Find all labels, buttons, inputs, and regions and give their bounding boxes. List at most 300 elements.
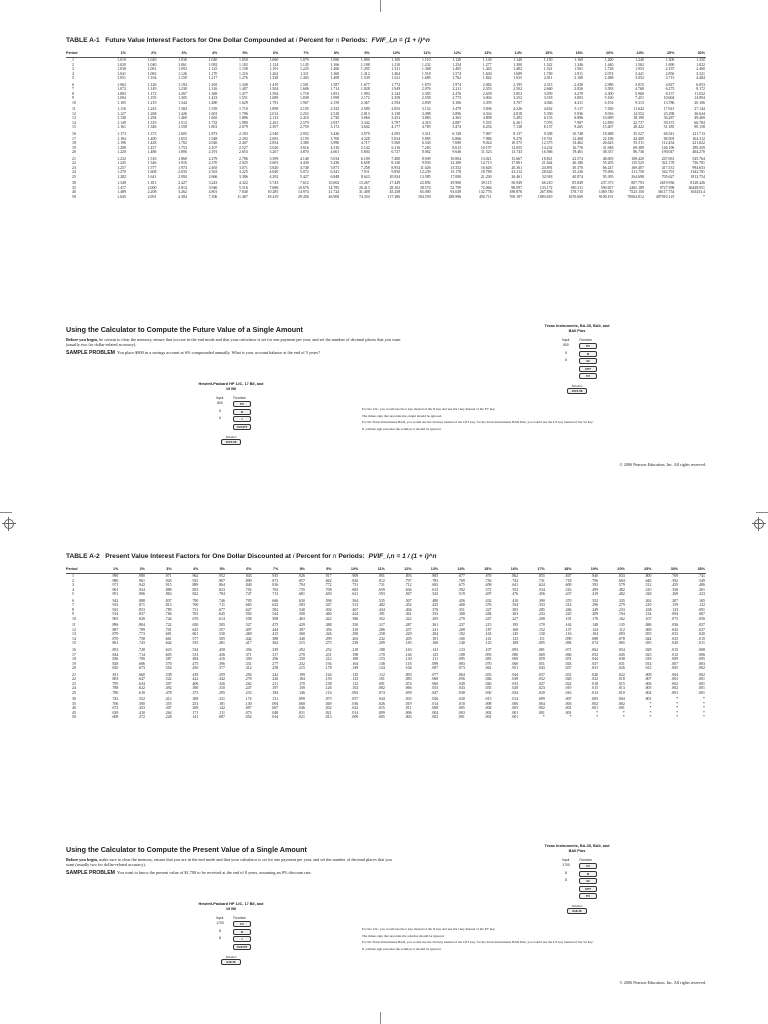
- factor-cell: *: [703, 715, 705, 720]
- pv-footnotes: For the 12C, you would use the n key instead of the N key and use the i key instead of the PV key. The minus sign that precedes the solution should be ignored. For the Texas Instruments BAII, you would use the 2nd key instead of the CPT key; for the Texas Instruments BAII Plus, you would use the I/Y key instead of the %i key. If a minus sign precedes the solution, it should be ignored.: [362, 927, 594, 951]
- factor-cell: 35.527: [633, 132, 644, 137]
- factor-cell: .051: [564, 657, 572, 662]
- factor-cell: .002: [591, 701, 599, 706]
- factor-cell: 1.100: [391, 58, 401, 62]
- factor-cell: 21.724: [328, 190, 340, 195]
- factor-cell: .567: [404, 592, 412, 596]
- factor-cell: 12.839: [602, 120, 614, 125]
- factor-cell: 8.172: [696, 87, 705, 92]
- factor-cell: .784: [218, 592, 225, 596]
- factor-cell: .640: [644, 578, 652, 583]
- period-cell: 20: [72, 666, 76, 671]
- factor-cell: .315: [298, 641, 305, 646]
- factor-cell: 1.772: [391, 82, 401, 87]
- table-row: [66, 105, 706, 112]
- solution-display: 918.46: [567, 908, 587, 914]
- factor-cell: .317: [271, 652, 279, 657]
- keystroke-input: [211, 424, 229, 429]
- factor-cell: .125: [431, 652, 439, 657]
- factor-cell: .388: [324, 623, 332, 628]
- factor-cell: .564: [351, 598, 359, 603]
- factor-cell: 21.644: [541, 161, 553, 166]
- factor-cell: .178: [538, 623, 545, 628]
- factor-cell: .614: [218, 616, 225, 621]
- factor-cell: 132.776: [478, 190, 492, 195]
- pv-calculator-section: [66, 846, 706, 976]
- period-cell: 12: [72, 627, 76, 632]
- factor-cell: .093: [484, 652, 492, 657]
- factor-cell: .861: [111, 641, 119, 646]
- period-cell: 40: [72, 706, 76, 711]
- factor-cell: .540: [298, 607, 305, 612]
- factor-cell: .061: [484, 666, 492, 671]
- factor-cell: .232: [298, 661, 305, 666]
- factor-cell: .014: [351, 710, 359, 715]
- factor-cell: .857: [298, 578, 305, 583]
- factor-cell: 2619.936: [659, 181, 675, 186]
- factor-cell: 9.265: [574, 125, 583, 130]
- factor-cell: .270: [458, 616, 465, 621]
- factor-cell: 1.195: [147, 96, 157, 101]
- factor-cell: .211: [271, 681, 279, 686]
- factor-cell: 2.839: [421, 100, 431, 105]
- factor-cell: .587: [164, 657, 172, 662]
- factor-cell: 3.399: [269, 156, 279, 161]
- factor-cell: 1.561: [574, 67, 583, 71]
- factor-cell: .751: [351, 583, 359, 587]
- factor-cell: .164: [324, 672, 332, 677]
- factor-cell: *: [649, 715, 652, 720]
- factor-cell: .840: [591, 574, 599, 578]
- factor-cell: .005: [644, 686, 652, 691]
- factor-cell: .008: [484, 701, 492, 706]
- factor-cell: 1.967: [299, 100, 309, 105]
- factor-cell: 3.883: [421, 116, 431, 121]
- factor-cell: .002: [671, 681, 679, 686]
- factor-cell: 1.170: [208, 71, 218, 76]
- factor-cell: 1.368: [421, 67, 431, 71]
- factor-cell: .006: [404, 710, 412, 715]
- factor-cell: .225: [564, 612, 572, 617]
- factor-cell: .390: [538, 598, 545, 603]
- factor-cell: .290: [351, 632, 359, 637]
- factor-cell: .747: [244, 592, 252, 596]
- factor-cell: 1.346: [147, 125, 157, 130]
- factor-cell: .098: [431, 661, 439, 666]
- factor-cell: 1.608: [147, 170, 157, 175]
- factor-cell: 16.366: [541, 150, 553, 155]
- factor-cell: 5.516: [239, 185, 248, 190]
- factor-cell: 2.353: [482, 87, 492, 92]
- fv-ti-calculator-keys: Texas Instruments, BA-35, BAII, and BAII Plus Input Function 800 PV 5 N 6 %i CPT FV Solution 1070.58: [544, 324, 610, 393]
- factor-cell: .182: [458, 632, 465, 637]
- table-row: [66, 671, 706, 678]
- factor-cell: 6.866: [452, 136, 462, 141]
- factor-cell: .022: [564, 681, 572, 686]
- keystroke-input: 1700: [562, 863, 570, 867]
- factor-cell: 5.492: [513, 116, 523, 121]
- factor-cell: 1.030: [178, 58, 187, 62]
- factor-cell: .432: [484, 598, 492, 603]
- factor-cell: .003: [698, 661, 705, 666]
- factor-cell: 3.380: [299, 141, 309, 146]
- solution-display: 1070.58: [221, 439, 241, 445]
- period-cell: 9: [72, 96, 74, 101]
- factor-cell: .093: [511, 648, 519, 653]
- factor-cell: .694: [617, 578, 625, 583]
- factor-cell: .148: [591, 623, 599, 628]
- factor-cell: 1.645: [117, 194, 126, 199]
- factor-cell: 17.000: [450, 174, 462, 179]
- period-cell: 22: [72, 677, 76, 682]
- factor-cell: 7.263: [421, 145, 431, 150]
- factor-cell: 264.698: [631, 174, 644, 179]
- factor-cell: .053: [484, 672, 492, 677]
- factor-cell: .741: [698, 574, 705, 578]
- factor-cell: .769: [671, 574, 679, 578]
- keystroke-input: 6: [219, 416, 221, 420]
- factor-cell: 8.916: [604, 111, 614, 116]
- factor-cell: 4.316: [330, 145, 340, 150]
- factor-cell: 7.138: [513, 125, 523, 130]
- factor-cell: .025: [671, 636, 679, 641]
- factor-cell: 9.313: [635, 100, 644, 105]
- factor-cell: 1.653: [178, 136, 187, 141]
- factor-cell: 13.552: [450, 165, 462, 170]
- factor-cell: 24.891: [541, 165, 553, 170]
- factor-cell: .522: [164, 677, 172, 682]
- factor-cell: .208: [458, 627, 465, 632]
- future-value-table: [66, 50, 706, 199]
- factor-cell: *: [703, 194, 705, 199]
- factor-cell: .592: [244, 612, 252, 617]
- factor-cell: .187: [484, 627, 492, 632]
- factor-cell: 15.407: [602, 125, 614, 130]
- factor-cell: .516: [564, 587, 572, 592]
- factor-cell: .242: [271, 672, 279, 677]
- factor-cell: .073: [671, 616, 679, 621]
- factor-cell: *: [649, 710, 652, 715]
- factor-cell: 2.183: [239, 132, 248, 137]
- factor-cell: .012: [671, 652, 679, 657]
- period-cell: 25: [72, 690, 76, 695]
- factor-cell: .789: [138, 627, 145, 632]
- factor-cell: 3.172: [330, 125, 340, 130]
- factor-cell: 3.225: [239, 170, 248, 175]
- factor-cell: .370: [564, 598, 572, 603]
- factor-cell: .174: [244, 697, 252, 702]
- factor-cell: .593: [591, 583, 599, 587]
- factor-cell: .425: [431, 603, 439, 608]
- column-header-rate: 16%: [493, 566, 520, 574]
- factor-cell: .812: [378, 578, 385, 583]
- column-header-rate: 30%: [652, 566, 679, 574]
- table-a2-section: [66, 550, 706, 720]
- factor-cell: 2.197: [665, 67, 675, 71]
- calculator-key: N: [233, 409, 251, 415]
- factor-cell: .055: [644, 632, 652, 637]
- factor-cell: 1.344: [178, 100, 187, 105]
- factor-cell: .080: [511, 652, 519, 657]
- factor-cell: 1.208: [117, 145, 126, 150]
- factor-cell: .731: [191, 607, 199, 612]
- factor-cell: .209: [378, 641, 385, 646]
- factor-cell: 1.282: [117, 174, 126, 179]
- factor-cell: .557: [218, 627, 225, 632]
- factor-cell: 1.732: [208, 120, 218, 125]
- factor-cell: .513: [191, 652, 199, 657]
- factor-cell: .074: [591, 641, 599, 646]
- column-header-rate: 6%: [226, 566, 253, 574]
- factor-cell: .069: [511, 657, 519, 662]
- calculator-key: FV: [579, 373, 597, 379]
- factor-cell: .914: [111, 612, 119, 617]
- pv-instructions: Before you begin, make sure to clear the memory, ensure that you are in the end mode and that your calculator is set for one payment per year, and set the number of decimal places that you want (usually two for dollar-related accuracy).: [66, 857, 392, 868]
- factor-cell: .780: [111, 690, 119, 695]
- factor-cell: 1.457: [147, 145, 157, 150]
- factor-cell: .442: [244, 636, 252, 641]
- factor-cell: 2.925: [239, 161, 248, 166]
- factor-cell: 5.436: [330, 161, 340, 166]
- factor-cell: 3.207: [269, 150, 279, 155]
- factor-cell: 2.195: [513, 82, 523, 87]
- calculator-key: %i: [579, 878, 597, 884]
- factor-cell: 10.197: [480, 145, 492, 150]
- factor-cell: .135: [351, 672, 359, 677]
- factor-cell: .534: [191, 648, 199, 653]
- factor-cell: 1.539: [208, 107, 218, 112]
- factor-cell: .731: [378, 583, 385, 587]
- column-header-rate: 16%: [554, 50, 584, 58]
- factor-cell: .301: [698, 587, 705, 592]
- factor-cell: .104: [591, 632, 599, 637]
- factor-cell: .842: [324, 578, 332, 583]
- factor-cell: .901: [378, 574, 385, 578]
- factor-cell: 1.521: [543, 67, 553, 71]
- factor-cell: 8.954: [391, 165, 401, 170]
- factor-cell: .002: [431, 715, 439, 720]
- period-cell: 17: [72, 136, 76, 141]
- factor-cell: .840: [244, 583, 252, 587]
- factor-cell: .026: [431, 697, 439, 702]
- factor-cell: 2.100: [574, 76, 583, 80]
- factor-cell: 9.850: [391, 170, 401, 175]
- factor-cell: .873: [271, 578, 279, 583]
- factor-cell: .074: [404, 681, 412, 686]
- factor-cell: .773: [138, 632, 145, 637]
- factor-cell: .020: [538, 690, 545, 695]
- factor-cell: .163: [484, 632, 492, 637]
- factor-cell: 5.560: [391, 141, 401, 146]
- factor-cell: 1.464: [391, 71, 401, 76]
- column-header-rate: 4%: [188, 50, 218, 58]
- factor-cell: .001: [511, 710, 519, 715]
- factor-cell: .263: [351, 636, 359, 641]
- factor-cell: .362: [271, 641, 279, 646]
- factor-cell: .184: [271, 690, 279, 695]
- factor-cell: .037: [698, 623, 705, 628]
- factor-cell: 66.784: [694, 120, 705, 125]
- factor-cell: .942: [138, 583, 145, 587]
- factor-cell: 133.172: [539, 185, 553, 190]
- factor-cell: .134: [644, 612, 652, 617]
- factor-cell: .286: [378, 627, 385, 632]
- factor-cell: 39.373: [663, 120, 675, 125]
- factor-cell: .082: [378, 686, 385, 691]
- factor-cell: *: [703, 697, 705, 702]
- factor-cell: .020: [671, 641, 679, 646]
- factor-cell: .870: [111, 636, 119, 641]
- keystroke-input: 8: [219, 936, 221, 940]
- factor-cell: .794: [298, 583, 305, 587]
- factor-cell: .062: [591, 648, 599, 653]
- factor-cell: 1.828: [360, 87, 370, 92]
- factor-cell: 5.604: [360, 150, 370, 155]
- factor-cell: .377: [218, 666, 225, 671]
- factor-cell: .608: [111, 715, 119, 720]
- factor-cell: .376: [431, 607, 439, 612]
- factor-cell: .335: [617, 598, 625, 603]
- factor-cell: 807.793: [631, 181, 644, 186]
- factor-cell: .527: [244, 623, 252, 628]
- factor-cell: .296: [271, 657, 279, 662]
- column-header-rate: 10%: [371, 50, 401, 58]
- factor-cell: 1.160: [574, 58, 583, 62]
- factor-cell: .130: [538, 632, 545, 637]
- factor-cell: .124: [591, 627, 599, 632]
- factor-cell: .890: [244, 578, 252, 583]
- factor-cell: 1.400: [147, 136, 157, 141]
- factor-cell: 8.140: [391, 161, 401, 166]
- column-header-rate: 3%: [157, 50, 187, 58]
- factor-cell: 26.186: [572, 161, 583, 166]
- factor-cell: 2.211: [452, 87, 462, 92]
- factor-cell: 13.267: [358, 181, 370, 186]
- factor-cell: 1.423: [208, 96, 218, 101]
- factor-cell: 1.513: [178, 120, 187, 125]
- period-cell: 18: [72, 657, 76, 662]
- factor-cell: 16.776: [572, 145, 583, 150]
- factor-cell: 2.407: [239, 141, 248, 146]
- factor-cell: 1.348: [117, 181, 126, 186]
- factor-cell: .417: [244, 641, 252, 646]
- factor-cell: .415: [271, 632, 279, 637]
- factor-cell: .068: [431, 677, 439, 682]
- factor-cell: 1.102: [239, 62, 248, 67]
- calculator-key: N: [579, 351, 597, 357]
- factor-cell: .627: [244, 607, 252, 612]
- factor-cell: 1.225: [299, 67, 309, 71]
- factor-cell: 2.986: [604, 82, 614, 87]
- factor-cell: .444: [271, 627, 279, 632]
- factor-cell: .035: [644, 641, 652, 646]
- factor-cell: 1.718: [299, 91, 309, 96]
- factor-cell: .065: [617, 641, 625, 646]
- factor-cell: .543: [431, 592, 439, 596]
- calculator-key: N: [233, 929, 251, 935]
- factor-cell: 108.420: [631, 156, 644, 161]
- factor-cell: .056: [458, 677, 465, 682]
- factor-cell: 4.661: [330, 150, 340, 155]
- factor-cell: 20.361: [511, 165, 523, 170]
- factor-cell: 4.310: [421, 120, 431, 125]
- factor-cell: .038: [511, 677, 519, 682]
- factor-cell: 3.071: [239, 165, 248, 170]
- factor-cell: .223: [698, 592, 705, 596]
- calculator-key: PV: [579, 343, 597, 349]
- factor-cell: .024: [511, 690, 519, 695]
- factor-cell: .026: [617, 666, 625, 671]
- factor-cell: 1.594: [269, 91, 279, 96]
- factor-cell: 1.020: [147, 58, 157, 62]
- factor-cell: .101: [378, 677, 385, 682]
- factor-cell: .990: [111, 574, 119, 578]
- factor-cell: 1.276: [239, 76, 248, 80]
- factor-cell: 4.818: [513, 111, 523, 116]
- factor-cell: .502: [324, 607, 332, 612]
- factor-cell: .294: [244, 672, 252, 677]
- factor-cell: .153: [378, 657, 385, 662]
- table-header-row: [66, 50, 706, 58]
- factor-cell: .052: [591, 652, 599, 657]
- factor-cell: .093: [404, 672, 412, 677]
- copyright-a1: © 2006 Pearson Education, Inc. All rights reserved.: [619, 462, 706, 467]
- factor-cell: 3.518: [543, 96, 553, 101]
- factor-cell: 1.232: [421, 62, 431, 67]
- factor-cell: .412: [164, 697, 172, 702]
- period-cell: 24: [72, 170, 76, 175]
- factor-cell: 9.024: [482, 141, 492, 146]
- factor-cell: 5.160: [604, 96, 614, 101]
- factor-cell: 700.197: [509, 194, 523, 199]
- solution-display: 1070.58: [567, 388, 587, 394]
- factor-cell: .007: [671, 661, 679, 666]
- factor-cell: .855: [191, 587, 199, 592]
- factor-cell: .004: [644, 690, 652, 695]
- factor-cell: 6.116: [391, 145, 401, 150]
- factor-cell: 38.337: [602, 150, 614, 155]
- factor-cell: 5.895: [421, 136, 431, 141]
- column-header-rate: 30%: [675, 50, 706, 58]
- factor-cell: .877: [458, 574, 465, 578]
- factor-cell: .828: [111, 661, 119, 666]
- factor-cell: 2.502: [513, 87, 523, 92]
- factor-cell: .093: [617, 632, 625, 637]
- factor-cell: .935: [271, 574, 279, 578]
- factor-cell: .226: [271, 677, 279, 682]
- factor-cell: .681: [164, 632, 172, 637]
- factor-cell: .923: [111, 607, 119, 612]
- factor-cell: .176: [591, 616, 599, 621]
- factor-cell: .001: [644, 697, 652, 702]
- factor-cell: .231: [218, 697, 225, 702]
- factor-cell: .028: [511, 686, 519, 691]
- factor-cell: .497: [484, 592, 492, 596]
- factor-cell: 497910.125: [655, 194, 675, 199]
- factor-cell: .005: [698, 657, 705, 662]
- factor-cell: 321.178: [661, 161, 675, 166]
- period-cell: 35: [72, 185, 76, 190]
- factor-cell: .482: [617, 587, 625, 592]
- factor-cell: 18.419: [267, 194, 279, 199]
- factor-cell: .279: [617, 603, 625, 608]
- factor-cell: .961: [138, 578, 145, 583]
- factor-cell: .933: [111, 603, 119, 608]
- factor-cell: .165: [698, 598, 705, 603]
- factor-cell: .026: [564, 677, 572, 682]
- factor-cell: 3.395: [482, 100, 492, 105]
- factor-cell: 1.300: [665, 58, 675, 62]
